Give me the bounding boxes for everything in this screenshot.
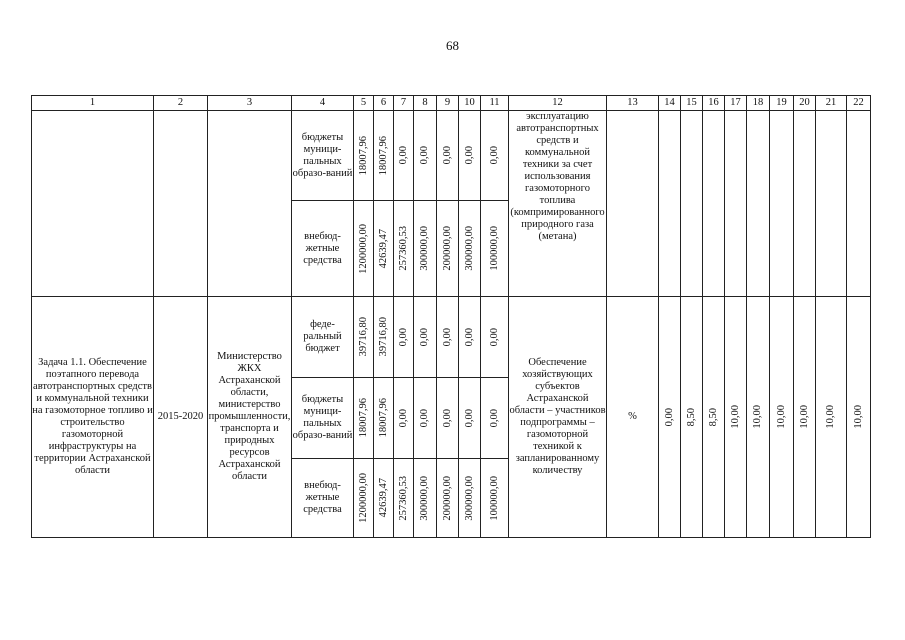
target-text: 10,00 xyxy=(775,405,787,429)
value-cell xyxy=(374,459,394,538)
value-text: 0,00 xyxy=(441,408,453,428)
empty-cell xyxy=(847,111,871,297)
target-cell xyxy=(747,297,770,538)
target-cell xyxy=(816,297,847,538)
header-cell: 8 xyxy=(414,96,437,111)
value-text: 39716,80 xyxy=(377,317,389,357)
value-text: 0,00 xyxy=(463,327,475,347)
header-cell: 13 xyxy=(607,96,659,111)
header-row xyxy=(32,96,871,111)
task-executor: Министерство ЖКХ Астраханской области, министерство промышленности, транспорта и природных ресурсов Астраханской области xyxy=(208,297,292,538)
value-cell xyxy=(374,378,394,459)
prev-row-municipal xyxy=(32,111,871,201)
value-text: 100000,00 xyxy=(488,475,500,521)
value-text: 257360,53 xyxy=(397,226,409,271)
target-cell xyxy=(794,297,816,538)
value-cell xyxy=(481,378,509,459)
task-name: Задача 1.1. Обеспечение поэтапного перевода автотранспортных средств и коммунальной техники на газомоторное топливо и строительство газомоторной инфраструктуры на территории Астраханской области xyxy=(32,297,154,538)
value-cell xyxy=(374,201,394,297)
empty-cell xyxy=(703,111,725,297)
value-cell xyxy=(437,297,459,378)
value-text: 0,00 xyxy=(397,327,409,347)
target-text: 8,50 xyxy=(707,407,719,427)
target-cell xyxy=(659,297,681,538)
funding-source: внебюд-жетные средства xyxy=(292,201,354,297)
value-text: 1200000,00 xyxy=(357,473,369,523)
empty-cell xyxy=(154,111,208,297)
value-text: 200000,00 xyxy=(441,226,453,271)
value-cell xyxy=(481,297,509,378)
value-cell xyxy=(414,378,437,459)
task-row-federal xyxy=(32,297,871,378)
value-text: 257360,53 xyxy=(397,475,409,521)
value-cell xyxy=(437,378,459,459)
value-text: 300000,00 xyxy=(463,475,475,521)
unit-cell: % xyxy=(607,297,659,538)
target-text: 0,00 xyxy=(663,407,675,427)
empty-cell xyxy=(747,111,770,297)
value-text: 0,00 xyxy=(397,146,409,165)
value-cell xyxy=(459,459,481,538)
target-text: 10,00 xyxy=(825,405,836,429)
value-cell xyxy=(459,378,481,459)
empty-cell xyxy=(770,111,794,297)
empty-cell xyxy=(607,111,659,297)
empty-cell xyxy=(816,111,847,297)
value-cell xyxy=(394,111,414,201)
value-cell xyxy=(459,111,481,201)
value-text: 0,00 xyxy=(463,408,475,428)
header-cell: 12 xyxy=(509,96,607,111)
value-text: 0,00 xyxy=(419,327,430,347)
indicator-cell: Обеспечение хозяйствующих субъектов Астраханской области – участников подпрограммы – газомоторной техникой к запланированному количеству xyxy=(509,297,607,538)
value-text: 300000,00 xyxy=(419,226,430,271)
empty-cell xyxy=(725,111,747,297)
value-cell xyxy=(437,459,459,538)
value-cell xyxy=(354,459,374,538)
funding-source: внебюд-жетные средства xyxy=(292,459,354,538)
header-cell: 7 xyxy=(394,96,414,111)
target-cell xyxy=(770,297,794,538)
value-text: 39716,80 xyxy=(357,317,369,357)
header-cell: 2 xyxy=(154,96,208,111)
value-cell xyxy=(374,297,394,378)
value-text: 0,00 xyxy=(419,146,430,165)
value-cell xyxy=(394,297,414,378)
indicator-cell: эксплуатацию автотранспортных средств и коммунальной техники за счет использования газомоторного топлива (компримированного природного газа (метана) xyxy=(509,111,607,297)
target-text: 8,50 xyxy=(685,407,697,427)
target-cell xyxy=(681,297,703,538)
value-cell xyxy=(459,297,481,378)
header-cell: 18 xyxy=(747,96,770,111)
funding-source: бюджеты муници-пальных образо-ваний xyxy=(292,111,354,201)
program-table xyxy=(31,95,871,538)
value-text: 18007,96 xyxy=(377,398,389,438)
header-cell: 10 xyxy=(459,96,481,111)
value-cell xyxy=(414,459,437,538)
value-text: 0,00 xyxy=(488,327,500,347)
value-text: 42639,47 xyxy=(377,228,389,269)
value-cell xyxy=(354,297,374,378)
value-text: 18007,96 xyxy=(357,398,369,438)
value-text: 0,00 xyxy=(419,408,430,428)
funding-source: бюджеты муници-пальных образо-ваний xyxy=(292,378,354,459)
value-cell xyxy=(481,459,509,538)
value-text: 18007,96 xyxy=(357,135,369,176)
page-number: 68 xyxy=(446,38,459,53)
value-text: 0,00 xyxy=(488,146,500,165)
value-cell xyxy=(354,111,374,201)
value-cell xyxy=(354,201,374,297)
task-period: 2015-2020 xyxy=(154,297,208,538)
value-cell xyxy=(414,297,437,378)
value-text: 0,00 xyxy=(488,408,500,428)
value-cell xyxy=(354,378,374,459)
value-text: 0,00 xyxy=(441,327,453,347)
empty-cell xyxy=(794,111,816,297)
header-cell: 3 xyxy=(208,96,292,111)
funding-source: феде-ральный бюджет xyxy=(292,297,354,378)
target-text: 10,00 xyxy=(798,405,810,429)
value-cell xyxy=(394,201,414,297)
header-cell: 4 xyxy=(292,96,354,111)
empty-cell xyxy=(208,111,292,297)
target-cell xyxy=(703,297,725,538)
header-cell: 14 xyxy=(659,96,681,111)
value-text: 1200000,00 xyxy=(357,223,369,274)
header-cell: 11 xyxy=(481,96,509,111)
target-text: 10,00 xyxy=(852,405,864,429)
value-cell xyxy=(459,201,481,297)
header-cell: 9 xyxy=(437,96,459,111)
value-cell xyxy=(481,111,509,201)
value-cell xyxy=(394,378,414,459)
value-text: 42639,47 xyxy=(377,478,389,518)
header-cell: 1 xyxy=(32,96,154,111)
target-text: 10,00 xyxy=(729,405,741,429)
empty-cell xyxy=(32,111,154,297)
header-cell: 22 xyxy=(847,96,871,111)
value-text: 300000,00 xyxy=(419,475,430,521)
value-text: 0,00 xyxy=(463,146,475,165)
value-text: 200000,00 xyxy=(441,475,453,521)
header-cell: 6 xyxy=(374,96,394,111)
value-text: 100000,00 xyxy=(488,226,500,271)
target-text: 10,00 xyxy=(752,405,763,429)
value-cell xyxy=(414,111,437,201)
header-cell: 17 xyxy=(725,96,747,111)
target-cell xyxy=(847,297,871,538)
value-cell xyxy=(437,111,459,201)
value-cell xyxy=(374,111,394,201)
header-cell: 15 xyxy=(681,96,703,111)
header-cell: 16 xyxy=(703,96,725,111)
value-cell xyxy=(394,459,414,538)
value-cell xyxy=(437,201,459,297)
value-text: 0,00 xyxy=(397,408,409,428)
header-cell: 20 xyxy=(794,96,816,111)
value-cell xyxy=(414,201,437,297)
value-text: 18007,96 xyxy=(377,135,389,176)
header-cell: 5 xyxy=(354,96,374,111)
empty-cell xyxy=(659,111,681,297)
empty-cell xyxy=(681,111,703,297)
value-text: 300000,00 xyxy=(463,226,475,271)
header-cell: 21 xyxy=(816,96,847,111)
target-cell xyxy=(725,297,747,538)
header-cell: 19 xyxy=(770,96,794,111)
value-text: 0,00 xyxy=(441,146,453,165)
value-cell xyxy=(481,201,509,297)
